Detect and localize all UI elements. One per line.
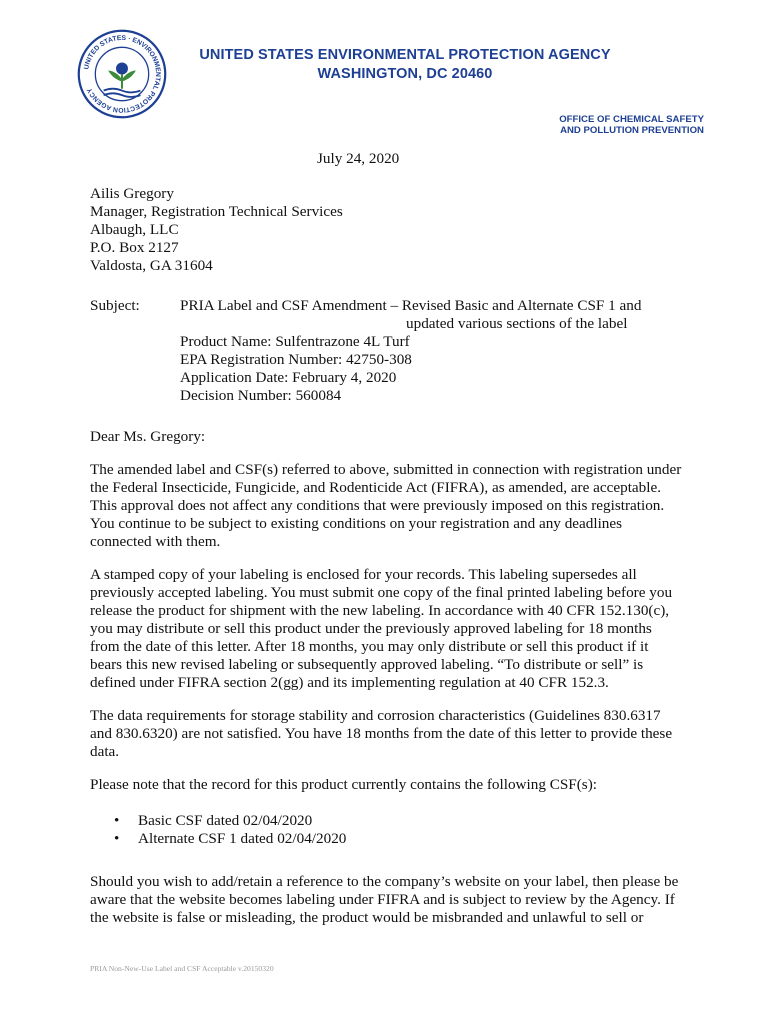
recipient-title: Manager, Registration Technical Services — [90, 203, 343, 220]
paragraph-labeling — [90, 566, 690, 692]
agency-address: WASHINGTON, DC 20460 — [317, 66, 493, 82]
form-version-footer: PRIA Non-New-Use Label and CSF Acceptable v.20150320 — [90, 964, 274, 973]
subject-line: PRIA Label and CSF Amendment – Revised Basic and Alternate CSF 1 and — [180, 297, 642, 314]
text-line: data. — [90, 743, 120, 760]
text-line: connected with them. — [90, 533, 221, 550]
bullet-icon: • — [114, 830, 120, 847]
text-line: previously accepted labeling. You must submit one copy of the final printed labeling before you — [90, 584, 673, 601]
paragraph-website — [90, 873, 690, 927]
text-line: aware that the website becomes labeling under FIFRA and is subject to review by the Agency. If — [90, 891, 675, 908]
office-name-line1: OFFICE OF CHEMICAL SAFETY — [559, 114, 704, 125]
application-date: Application Date: February 4, 2020 — [180, 369, 397, 386]
registration-number: EPA Registration Number: 42750-308 — [180, 351, 412, 368]
decision-number: Decision Number: 560084 — [180, 387, 342, 404]
letter-date: July 24, 2020 — [317, 150, 400, 167]
text-line: bears this new revised labeling or subsequently approved labeling. “To distribute or sell” is — [90, 656, 644, 673]
text-line: you may distribute or sell this product under the previously approved labeling for 18 months — [90, 620, 652, 637]
text-line: from the date of this letter. After 18 months, you may only distribute or sell this product if it — [90, 638, 649, 655]
bullet-icon: • — [114, 812, 120, 829]
text-line: Should you wish to add/retain a reference to the company’s website on your label, then please be — [90, 873, 679, 890]
office-name-line2: AND POLLUTION PREVENTION — [560, 125, 704, 136]
epa-seal-logo — [76, 28, 168, 120]
paragraph-csf-record — [90, 776, 690, 794]
subject-block — [180, 297, 642, 405]
salutation: Dear Ms. Gregory: — [90, 428, 206, 445]
text-line: The data requirements for storage stability and corrosion characteristics (Guidelines 830.6317 — [90, 707, 661, 724]
recipient-name: Ailis Gregory — [90, 185, 174, 202]
product-name: Product Name: Sulfentrazone 4L Turf — [180, 333, 410, 350]
text-line: This approval does not affect any conditions that were previously imposed on this registration. — [90, 497, 665, 514]
csf-list — [114, 812, 346, 848]
text-line: the Federal Insecticide, Fungicide, and Rodenticide Act (FIFRA), as amended, are acceptable. — [90, 479, 662, 496]
text-line: Please note that the record for this product currently contains the following CSF(s): — [90, 776, 597, 793]
recipient-address — [90, 185, 343, 275]
recipient-city: Valdosta, GA 31604 — [90, 257, 213, 274]
subject-line: updated various sections of the label — [406, 315, 628, 332]
list-item-text: Basic CSF dated 02/04/2020 — [138, 812, 313, 829]
text-line: the website is false or misleading, the product would be misbranded and unlawful to sell or — [90, 909, 644, 926]
subject-label: Subject: — [90, 297, 140, 314]
text-line: defined under FIFRA section 2(gg) and its implementing regulation at 40 CFR 152.3. — [90, 674, 609, 691]
text-line: You continue to be subject to existing conditions on your registration and any deadlines — [90, 515, 623, 532]
recipient-company: Albaugh, LLC — [90, 221, 179, 238]
text-line: A stamped copy of your labeling is enclosed for your records. This labeling supersedes all — [90, 566, 637, 583]
text-line: The amended label and CSF(s) referred to above, submitted in connection with registration under — [90, 461, 682, 478]
paragraph-approval — [90, 461, 690, 551]
text-line: and 830.6320) are not satisfied. You have 18 months from the date of this letter to provide these — [90, 725, 673, 742]
text-line: release the product for shipment with the new labeling. In accordance with 40 CFR 152.130(c), — [90, 602, 670, 619]
recipient-po-box: P.O. Box 2127 — [90, 239, 179, 256]
list-item-text: Alternate CSF 1 dated 02/04/2020 — [138, 830, 347, 847]
paragraph-data-requirements — [90, 707, 690, 761]
list-item — [114, 812, 346, 830]
svg-text:UNITED STATES · ENVIRONMENTAL: UNITED STATES · ENVIRONMENTAL PROTECTION AGENCY — [83, 34, 162, 114]
list-item — [114, 830, 346, 848]
agency-name: UNITED STATES ENVIRONMENTAL PROTECTION AGENCY — [199, 47, 611, 63]
